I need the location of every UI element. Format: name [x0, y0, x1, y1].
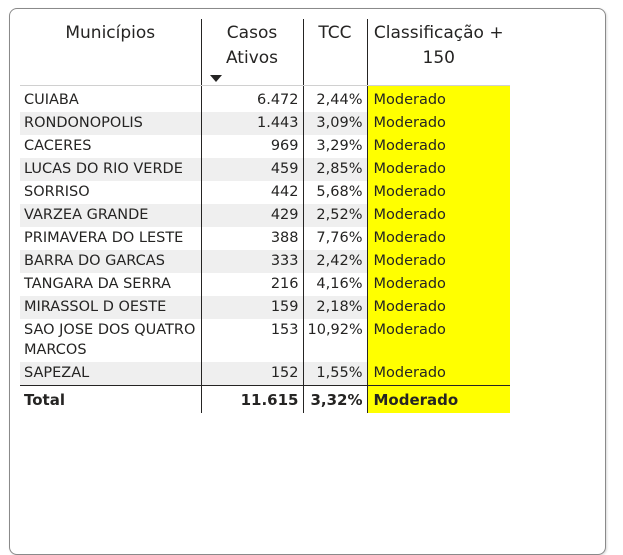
column-header-tcc[interactable]: TCC [303, 19, 367, 86]
cell-tcc: 7,76% [303, 227, 367, 250]
total-row [20, 386, 510, 414]
cell-municipio: SAO JOSE DOS QUATRO MARCOS [20, 319, 201, 362]
cell-casos: 459 [201, 158, 303, 181]
table-row[interactable] [20, 227, 510, 250]
table-row[interactable] [20, 135, 510, 158]
cell-casos: 969 [201, 135, 303, 158]
cell-tcc: 10,92% [303, 319, 367, 362]
cell-municipio: CUIABA [20, 86, 201, 113]
cell-municipio: TANGARA DA SERRA [20, 273, 201, 296]
cell-tcc: 2,18% [303, 296, 367, 319]
cell-municipio: RONDONOPOLIS [20, 112, 201, 135]
cell-tcc: 3,29% [303, 135, 367, 158]
cell-casos: 152 [201, 362, 303, 386]
cell-casos: 333 [201, 250, 303, 273]
cell-tcc: 3,09% [303, 112, 367, 135]
cell-municipio: SAPEZAL [20, 362, 201, 386]
table-row[interactable] [20, 158, 510, 181]
cell-classificacao: Moderado [367, 86, 510, 113]
cell-tcc: 5,68% [303, 181, 367, 204]
table-visual-card [9, 8, 606, 555]
cell-classificacao: Moderado [367, 112, 510, 135]
table-row[interactable] [20, 112, 510, 135]
cell-tcc: 2,52% [303, 204, 367, 227]
cell-classificacao: Moderado [367, 204, 510, 227]
table-row[interactable] [20, 296, 510, 319]
cell-classificacao: Moderado [367, 135, 510, 158]
table-row[interactable] [20, 204, 510, 227]
column-header-casos-label: Casos Ativos [225, 23, 279, 68]
column-header-casos-ativos[interactable] [201, 19, 303, 86]
total-classificacao: Moderado [367, 386, 510, 414]
cell-municipio: VARZEA GRANDE [20, 204, 201, 227]
cell-municipio: SORRISO [20, 181, 201, 204]
table-row[interactable] [20, 250, 510, 273]
cell-tcc: 1,55% [303, 362, 367, 386]
total-tcc: 3,32% [303, 386, 367, 414]
cell-classificacao: Moderado [367, 273, 510, 296]
cell-classificacao: Moderado [367, 158, 510, 181]
cell-casos: 388 [201, 227, 303, 250]
cell-municipio: LUCAS DO RIO VERDE [20, 158, 201, 181]
cell-casos: 429 [201, 204, 303, 227]
cell-tcc: 2,42% [303, 250, 367, 273]
cell-municipio: MIRASSOL D OESTE [20, 296, 201, 319]
cell-classificacao: Moderado [367, 227, 510, 250]
sort-down-icon[interactable] [210, 75, 222, 82]
total-casos: 11.615 [201, 386, 303, 414]
cell-classificacao: Moderado [367, 296, 510, 319]
cell-casos: 216 [201, 273, 303, 296]
table-row[interactable] [20, 86, 510, 113]
cell-municipio: CACERES [20, 135, 201, 158]
table-row[interactable] [20, 181, 510, 204]
table-row[interactable] [20, 362, 510, 386]
cell-casos: 153 [201, 319, 303, 362]
cell-casos: 442 [201, 181, 303, 204]
cell-classificacao: Moderado [367, 319, 510, 362]
cell-classificacao: Moderado [367, 250, 510, 273]
cell-tcc: 2,44% [303, 86, 367, 113]
total-label: Total [20, 386, 201, 414]
table-row[interactable] [20, 273, 510, 296]
header-row [20, 19, 510, 86]
cell-municipio: BARRA DO GARCAS [20, 250, 201, 273]
table-row[interactable] [20, 319, 510, 362]
cell-casos: 1.443 [201, 112, 303, 135]
cell-classificacao: Moderado [367, 181, 510, 204]
column-header-classificacao[interactable]: Classificação + 150 [367, 19, 510, 86]
cell-classificacao: Moderado [367, 362, 510, 386]
cell-casos: 159 [201, 296, 303, 319]
municipios-table [20, 19, 510, 413]
cell-casos: 6.472 [201, 86, 303, 113]
cell-tcc: 2,85% [303, 158, 367, 181]
cell-municipio: PRIMAVERA DO LESTE [20, 227, 201, 250]
column-header-municipios[interactable]: Municípios [20, 19, 201, 86]
cell-tcc: 4,16% [303, 273, 367, 296]
